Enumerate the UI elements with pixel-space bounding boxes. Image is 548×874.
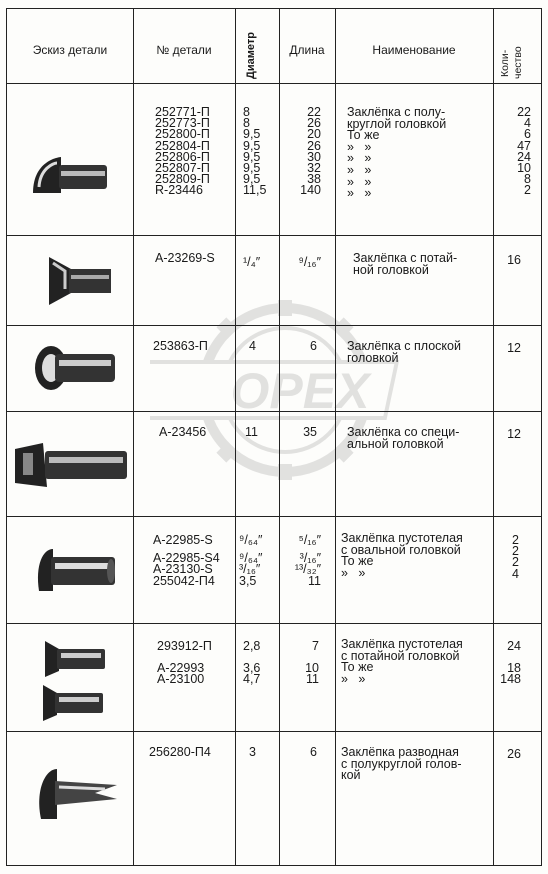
name-line: головкой (347, 350, 399, 365)
watermark-text: OPEX (230, 363, 370, 419)
quantity-value: 6 (524, 127, 531, 142)
name-line: То же (341, 554, 374, 569)
part-number: А-22985-S (153, 533, 213, 547)
group-1-quantities (497, 107, 531, 197)
group-3-names (347, 341, 461, 364)
group-7-diameters (249, 747, 256, 758)
group-1-diameters (243, 107, 266, 197)
hollow-countersunk-rivet-icon (41, 637, 111, 681)
header-length: Длина (289, 43, 325, 57)
quantity-value: 12 (507, 341, 521, 355)
group-6-names (341, 639, 463, 685)
name-line: Заклёпка с потай- (353, 251, 458, 265)
group-3-lengths (287, 341, 317, 352)
group-5-quantities (497, 535, 519, 580)
length-value: 26 (307, 138, 321, 153)
part-number: А-23269-S (155, 251, 215, 265)
name-line: Заклёпка с плоской (347, 339, 461, 353)
hollow-oval-rivet-icon (35, 545, 119, 595)
group-2-lengths (287, 257, 321, 268)
length-value: 30 (307, 149, 321, 164)
length-value: 20 (307, 127, 321, 142)
part-number: 252773-П (155, 116, 210, 131)
diameter-value: 4 (249, 339, 256, 353)
round-head-rivet-icon (31, 149, 111, 199)
name-line: » » (341, 671, 366, 686)
part-number: А-23100 (157, 672, 205, 687)
length-value: 22 (307, 105, 321, 119)
group-2-quantities (497, 255, 521, 266)
diameter-value: 9,5 (243, 127, 261, 142)
name-line: » » (347, 151, 372, 166)
quantity-value: 10 (517, 160, 531, 175)
group-4-lengths (287, 427, 317, 438)
diameter-value: 11,5 (243, 183, 267, 198)
length-value: 26 (307, 116, 321, 131)
name-line: ной головкой (353, 262, 429, 277)
group-6-parts (157, 641, 212, 686)
diameter-value: 3 (249, 745, 256, 759)
quantity-value: 24 (507, 639, 521, 653)
quantity-value: 8 (524, 172, 531, 187)
diameter-value: ⁹/₆₄″ (239, 551, 263, 566)
length-value: ¹³/₃₂″ (294, 562, 321, 577)
length-value: 11 (306, 672, 319, 687)
header-part-number: № детали (156, 43, 212, 57)
diameter-value: 11 (245, 425, 258, 439)
diameter-value: 9,5 (243, 172, 261, 187)
length-value: 6 (310, 339, 317, 353)
part-number: 252771-П (155, 105, 210, 119)
quantity-value: 2 (512, 544, 519, 559)
part-number: 252807-П (155, 160, 210, 175)
name-line: » » (341, 565, 366, 580)
quantity-value: 16 (507, 253, 521, 267)
part-number: 252804-П (155, 138, 210, 153)
group-2-parts (155, 253, 215, 264)
diameter-value: 3,6 (243, 661, 261, 676)
diameter-value: 8 (243, 105, 250, 119)
group-5-lengths (283, 535, 321, 587)
hollow-countersunk-rivet-icon-small (39, 681, 109, 725)
quantity-value: 4 (512, 566, 519, 581)
group-5-parts (153, 535, 220, 587)
group-1-names (347, 107, 446, 200)
name-line: Заклёпка со специ- (347, 425, 460, 439)
diameter-value: 9,5 (243, 138, 261, 153)
name-line: Заклёпка пустотелая (341, 637, 463, 651)
name-line: альной головкой (347, 436, 444, 451)
part-number: А-23456 (159, 425, 207, 439)
group-3-parts (153, 341, 208, 352)
name-line: Заклёпка пустотелая (341, 531, 463, 545)
quantity-value: 22 (517, 105, 531, 119)
name-line: кой (341, 768, 361, 783)
part-number: 255042-П4 (153, 573, 215, 588)
header-quantity-2: чество (512, 46, 524, 79)
group-7-lengths (287, 747, 317, 758)
quantity-value: 4 (524, 116, 531, 131)
quantity-value: 148 (500, 672, 521, 687)
length-value: 140 (300, 183, 321, 198)
diameter-value: 4,7 (243, 672, 261, 687)
group-1-lengths (287, 107, 321, 197)
countersunk-rivet-icon (45, 253, 115, 309)
header-diameter: Диаметр (245, 32, 257, 79)
length-value: 10 (305, 661, 319, 676)
part-number: А-22985-S4 (153, 551, 220, 566)
diameter-value: 3,5 (239, 573, 257, 588)
quantity-value: 26 (507, 747, 521, 761)
part-number: 253863-П (153, 339, 208, 353)
group-1-parts (155, 107, 210, 197)
diameter-value: 9,5 (243, 160, 261, 175)
header-name: Наименование (372, 43, 456, 57)
group-3-quantities (497, 343, 521, 354)
part-number: 252800-П (155, 127, 210, 142)
part-number: А-23130-S (153, 562, 213, 577)
name-line: То же (341, 660, 374, 675)
part-number: 252809-П (155, 172, 210, 187)
name-line: Заклёпка разводная (341, 745, 459, 759)
name-line: » » (347, 139, 372, 154)
group-6-lengths (287, 641, 319, 686)
group-4-quantities (497, 429, 521, 440)
quantity-value: 2 (512, 555, 519, 570)
group-7-parts (149, 747, 211, 758)
quantity-value: 12 (507, 427, 521, 441)
length-value: 35 (303, 425, 317, 439)
parts-table (6, 8, 542, 866)
length-value: ⁵/₁₆″ (298, 533, 321, 547)
flat-head-rivet-icon (33, 343, 119, 393)
group-5-diameters (239, 535, 262, 587)
group-3-diameters (249, 341, 256, 352)
diameter-value: 8 (243, 116, 250, 131)
diameter-value: 2,8 (243, 639, 261, 653)
name-line: с полукруглой голов- (341, 756, 462, 771)
diameter-value: 9,5 (243, 149, 261, 164)
group-6-diameters (243, 641, 260, 686)
group-4-diameters (245, 427, 258, 438)
length-value: ³/₁₆″ (299, 551, 321, 566)
group-7-quantities (497, 749, 521, 760)
part-number: А-22993 (157, 661, 205, 676)
name-line: с потайной головкой (341, 648, 460, 663)
group-4-parts (159, 427, 206, 438)
name-line: » » (347, 174, 372, 189)
group-6-quantities (485, 641, 521, 686)
header-quantity-1: Коли- (499, 49, 511, 77)
length-value: 32 (307, 160, 321, 175)
name-line: круглой головкой (347, 116, 447, 131)
header-sketch: Эскиз детали (32, 43, 108, 57)
part-number: 252806-П (155, 149, 210, 164)
name-line: » » (347, 162, 372, 177)
quantity-value: 2 (524, 183, 531, 198)
part-number: 256280-П4 (149, 745, 211, 759)
diameter-value: ³/₁₆″ (239, 562, 261, 577)
length-value: ⁹/₁₆″ (298, 255, 321, 269)
special-head-rivet-icon (13, 439, 131, 491)
part-number: 293912-П (157, 639, 212, 653)
group-4-names (347, 427, 459, 450)
group-2-diameters (243, 257, 260, 268)
group-7-names (341, 747, 462, 782)
length-value: 11 (308, 573, 321, 588)
name-line: Заклёпка с полу- (347, 105, 446, 119)
quantity-value: 2 (512, 533, 519, 547)
diameter-value: ⁹/₆₄″ (239, 533, 263, 547)
group-5-names (341, 533, 463, 579)
quantity-value: 47 (517, 138, 531, 153)
length-value: 6 (310, 745, 317, 759)
name-line: » » (347, 186, 372, 201)
diameter-value: ¹/₄″ (243, 255, 261, 269)
length-value: 38 (307, 172, 321, 187)
quantity-value: 24 (517, 149, 531, 164)
group-2-names (353, 253, 457, 276)
name-line: с овальной головкой (341, 542, 461, 557)
part-number: R-23446 (155, 183, 203, 198)
quantity-value: 18 (507, 661, 521, 676)
length-value: 7 (312, 639, 319, 653)
name-line: То же (347, 128, 380, 143)
split-rivet-icon (35, 763, 121, 823)
